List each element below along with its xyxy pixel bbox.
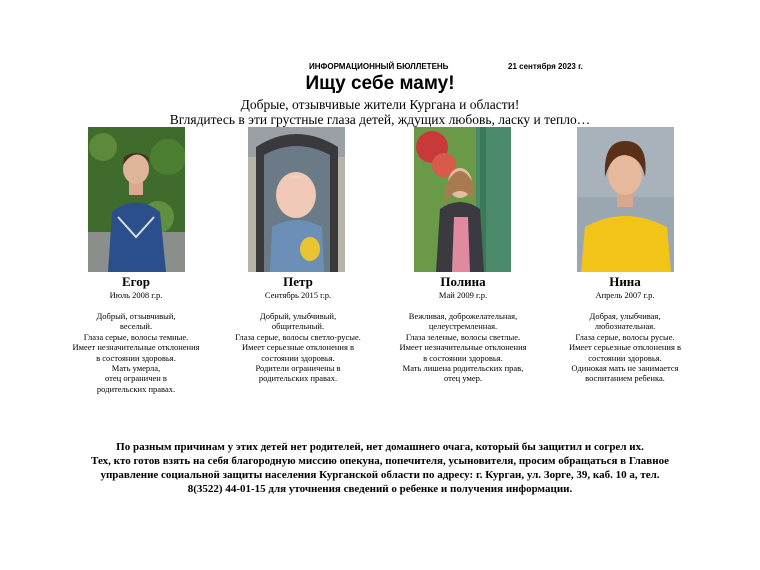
footer-line: 8(3522) 44-01-15 для уточнения сведений о ребенке и получения информации. — [187, 483, 573, 495]
child-description-polina — [388, 311, 538, 384]
description-line: веселый. — [119, 321, 153, 332]
child-name-petr: Петр — [283, 274, 313, 289]
description-line: целеустремленная. — [428, 321, 498, 332]
footer-line: Тех, кто готов взять на себя благородную миссию опекуна, попечителя, усыновителя, просим обращаться в Главное — [91, 455, 669, 467]
description-line: Добрый, отзывчивый, — [96, 311, 176, 321]
description-line: Мать лишена родительских прав, — [402, 363, 524, 374]
description-line: состоянии здоровья. — [261, 352, 335, 363]
child-description-egor — [61, 311, 211, 394]
child-born-nina: Апрель 2007 г.р. — [595, 290, 655, 300]
photo-nina — [577, 127, 674, 272]
child-name-nina: Нина — [609, 274, 641, 289]
photo-polina — [414, 127, 511, 272]
description-line: в состоянии здоровья. — [423, 352, 503, 363]
description-line: Глаза серые, волосы темные. — [83, 331, 189, 342]
child-name-polina: Полина — [440, 274, 486, 289]
description-line: Глаза серые, волосы светло-русые. — [235, 331, 361, 342]
child-born-polina: Май 2009 г.р. — [438, 290, 488, 300]
description-line: состоянии здоровья. — [588, 352, 662, 363]
bulletin-date: 21 сентября 2023 г. — [508, 62, 583, 71]
footer-line: управление социальной защиты населения Курганской области по адресу: г. Курган, ул. Зорге, 39, каб. 10 а, тел. — [100, 469, 660, 481]
photo-petr — [248, 127, 345, 272]
footer-line: По разным причинам у этих детей нет родителей, нет домашнего очага, который бы защитил и согрел их. — [116, 441, 644, 453]
description-line: Добрая, улыбчивая, — [589, 311, 661, 321]
bulletin-label: ИНФОРМАЦИОННЫЙ БЮЛЛЕТЕНЬ — [309, 62, 449, 71]
page-title: Ищу себе маму! — [305, 73, 455, 94]
description-line: отец умер. — [444, 373, 482, 384]
description-line: Глаза серые, волосы русые. — [575, 331, 675, 342]
description-line: Глаза зеленые, волосы светлые. — [405, 331, 521, 342]
description-line: Родители ограничены в — [255, 363, 341, 374]
description-line: Имеет серьезные отклонения в — [568, 342, 681, 353]
child-description-nina — [550, 311, 700, 384]
description-line: Имеет незначительные отклонения — [399, 342, 527, 353]
description-line: отец ограничен в — [105, 373, 167, 384]
description-line: Вежливая, доброжелательная, — [408, 311, 518, 321]
description-line: общительный. — [271, 321, 325, 332]
description-line: Добрый, улыбчивый, — [259, 311, 337, 321]
description-line: Одинокая мать не занимается — [571, 363, 679, 374]
footer-appeal — [60, 440, 700, 496]
description-line: Мать умерла, — [111, 363, 161, 374]
subtitle-line-2: Вглядитесь в эти грустные глаза детей, ждущих любовь, ласку и тепло… — [169, 112, 591, 127]
description-line: родительских правах. — [96, 383, 176, 394]
child-name-egor: Егор — [122, 274, 150, 289]
child-description-petr — [223, 311, 373, 384]
description-line: воспитанием ребенка. — [585, 373, 665, 384]
child-born-petr: Сентябрь 2015 г.р. — [264, 290, 332, 300]
child-born-egor: Июль 2008 г.р. — [109, 290, 163, 300]
description-line: любознательная. — [594, 321, 656, 332]
subtitle-line-1: Добрые, отзывчивые жители Кургана и области! — [240, 97, 520, 112]
description-line: в состоянии здоровья. — [96, 352, 176, 363]
description-line: Имеет серьезные отклонения в — [241, 342, 354, 353]
photo-egor — [88, 127, 185, 272]
description-line: родительских правах. — [258, 373, 338, 384]
description-line: Имеет незначительные отклонения — [72, 342, 200, 353]
